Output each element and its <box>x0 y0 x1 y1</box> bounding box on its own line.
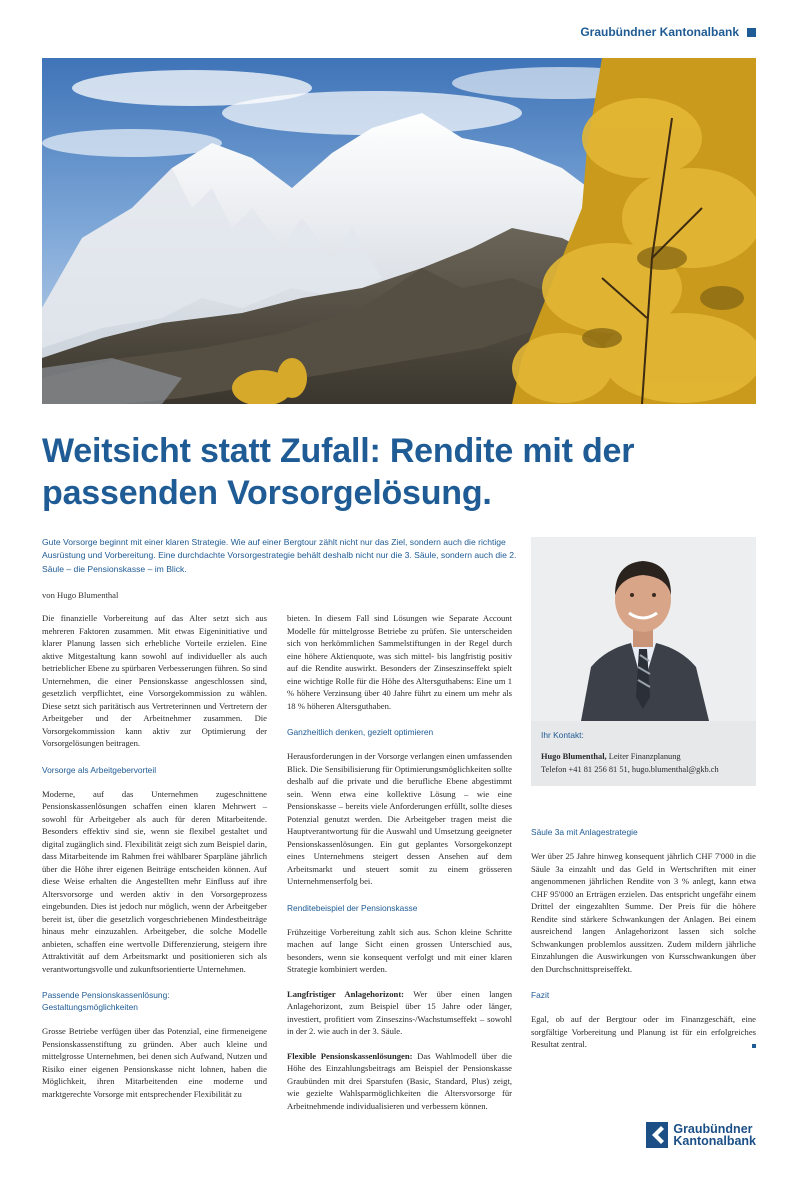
paragraph: Die finanzielle Vorbereitung auf das Alter setzt sich aus mehreren Faktoren zusammen. Mit etwas Eigeninitiative und klarer Planung lassen sich erhebliche Vorteile erzielen. Eine aktive Mitgestaltung kann sowohl auf individueller als auch betrieblicher Ebene zu spürbaren Verbesserungen führen. So sind Unternehmen, die einer Pensionskasse angeschlossen sind, gesetzlich verpflichtet, eine Vorsorgekommission zu wählen. Diese setzt sich paritätisch aus Vertreterinnen und Vertretern der Arbeitgeber und der Arbeitnehmer zusammen. Die Vorsorgekommission kann aktiv zur Optimierung der Vorsorgelösungen beitragen. <box>42 613 267 748</box>
hero-image <box>42 58 756 404</box>
section-heading-line-2: Gestaltungsmöglichkeiten <box>42 1002 138 1012</box>
contact-role: Leiter Finanzplanung <box>606 752 681 761</box>
contact-box <box>531 721 756 786</box>
brand-square-icon <box>747 28 756 37</box>
headline-line-2: passenden Vorsorgelösung. <box>42 474 492 512</box>
contact-phone: Telefon +41 81 256 81 51, hugo.blumenthal@gkb.ch <box>541 765 719 774</box>
section-heading: Renditebeispiel der Pensionskasse <box>287 902 418 913</box>
paragraph: Grosse Betriebe verfügen über das Potenzial, eine firmeneigene Pensionskassenstiftung zu gründen. Aber auch kleine und mittelgrosse Unternehmen, bei denen sich Aufwand, Nutzen und Risiko einer eigenen Pensionskasse nicht lohnen, haben die Möglichkeit, ihren Mitarbeitenden eine moderne und marktgerechte Vorsorge mit entsprechender Flexibilität zu <box>42 1026 267 1099</box>
logo-line-1: Graubündner <box>673 1121 753 1136</box>
headline-line-1: Weitsicht statt Zufall: Rendite mit der <box>42 432 635 470</box>
person-portrait-icon <box>531 537 756 721</box>
paragraph-text: Das Wahlmodell über die Höhe des Einzahlungsbeitrags am Beispiel der Pensionskasse Graubünden mit drei Sparstufen (Basic, Standard, Plus) zeigt, wie gezielte Wahlsparmöglichkeiten die Altersvorsorge für Arbeitnehmende individualisieren und verbessern können. <box>287 1050 512 1111</box>
brand-name: Graubündner Kantonalbank <box>580 25 739 39</box>
end-mark-icon <box>752 1044 756 1048</box>
column-2 <box>287 612 512 1124</box>
contact-title: Ihr Kontakt: <box>541 730 584 740</box>
paragraph <box>287 988 512 1038</box>
section-heading-line-1: Passende Pensionskassenlösung: <box>42 990 170 1000</box>
section-heading: Vorsorge als Arbeitgebervorteil <box>42 764 157 775</box>
paragraph-text: Wer über einen langen Anlagehorizont, zum Beispiel über 15 Jahre oder länger, investiert, profitiert vom Zinseszins-/Wachstumseffekt – sowohl in der 2. wie auch in der 3. Säule. <box>287 988 512 1036</box>
paragraph-text: Egal, ob auf der Bergtour oder im Finanzgeschäft, eine sorgfältige Vorbereitung und Planung ist für ein erfolgreiches Resultat zentral. <box>531 1014 756 1049</box>
paragraph-lead-in: Langfristiger Anlagehorizont: <box>287 988 405 999</box>
column-1 <box>42 612 267 1112</box>
gkb-logo-icon <box>646 1122 668 1148</box>
contact-name-line <box>541 750 746 763</box>
author-portrait <box>531 537 756 721</box>
paragraph: Herausforderungen in der Vorsorge verlangen einen umfassenden Blick. Die Sensibilisierung für Optimierungsmöglichkeiten sollte deshalb auf die private und die berufliche Ebene abgestimmt sein. Wenn etwa eine kollektive Lösung – wie eine Pensionskasse – bereits viele Anforderungen erfüllt, sollte dieses Potenzial genutzt werden. Die Arbeitgeber tragen meist die Hauptverantwortung für die Auswahl und Umsetzung geeigneter Pensionskassenlösungen. Ein gut geplantes Vorsorgekonzept eines Unternehmens steigert dessen Ansehen auf dem Arbeitsmarkt und steuert somit zu einem grösseren Unternehmenserfolg bei. <box>287 751 512 886</box>
column-3 <box>531 537 756 1063</box>
article-lead: Gute Vorsorge beginnt mit einer klaren Strategie. Wie auf einer Bergtour zählt nicht nur das Ziel, sondern auch die richtige Ausrüstung und Vorbereitung. Eine durchdachte Vorsorgestrategie behält deshalb nicht nur die 3. Säule, sondern auch die 2. Säule – die Pensionskasse – im Blick. <box>42 537 517 574</box>
section-heading: Säule 3a mit Anlagestrategie <box>531 827 638 837</box>
logo-wordmark <box>673 1123 756 1148</box>
byline: von Hugo Blumenthal <box>42 590 119 600</box>
paragraph: bieten. In diesem Fall sind Lösungen wie Separate Account Modelle für mittelgrosse Betriebe zu prüfen. Sie unterscheiden sich von herkömmlichen Sammelstiftungen in der Regel durch eine höhere Aktienquote, was sich mittel- bis langfristig positiv auf die Rendite auswirkt. Besonders der Zinseszinseffekt spielt eine wichtige Rolle für die Höhe des Altersguthabens: Eine um 1 % höhere Verzinsung über 40 Jahre führt zu einem um mehr als 18 % höheren Altersguthaben. <box>287 613 512 711</box>
section-heading: Ganzheitlich denken, gezielt optimieren <box>287 727 434 737</box>
paragraph: Frühzeitige Vorbereitung zahlt sich aus. Schon kleine Schritte machen auf lange Sicht einen grossen Unterschied aus, besonders, wenn sie konsequent verfolgt und mit einer klaren Strategie kombiniert werden. <box>287 926 512 974</box>
paragraph: Wer über 25 Jahre hinweg konsequent jährlich CHF 7'000 in die Säule 3a einzahlt und das Geld in Wertschriften mit einer angenommenen jährlichen Rendite von 3 % anlegt, kann etwa CHF 95'000 an Erträgen erzielen. Das entspricht ungefähr einem Drittel der eingezahlten Summe. Der Preis für die höhere Rendite sind stärkere Schwankungen der Anlagen. Bei einem ausreichend langen Anlagehorizont lassen sich solche Schwankungen problemlos aussitzen. Zudem mildern jährliche Einzahlungen die Auswirkungen von Kursschwankungen über den Durchschnittspreiseffekt. <box>531 851 756 974</box>
logo-line-2: Kantonalbank <box>673 1134 756 1148</box>
paragraph <box>287 1050 512 1113</box>
paragraph: Moderne, auf das Unternehmen zugeschnittene Pensionskassenlösungen schaffen einen klaren Mehrwert – sowohl für Arbeitgeber als auch für deren Mitarbeitende. Besonders effektiv sind sie, wenn sie flexibel gestaltet und digital zugänglich sind. Flexibilität zeigt sich zum Beispiel darin, dass Mitarbeitende im Rahmen frei wählbarer Sparpläne jährlich über die Höhe ihrer eigenen Beiträge entscheiden können. Auf diese Weise erhalten die Angestellten mehr Einfluss auf ihre Altersvorsorge und werden aktiv in den Vorsorgeprozess eingebunden. Dies ist jedoch nur möglich, wenn der Arbeitgeber bereit ist, über die gesetzlich vorgeschriebenen Mindestbeiträge hinaus mehr einzuzahlen. Arbeitgeber, die solche Modelle anbieten, schaffen eine wertvolle Differenzierung, steigern ihre Attraktivität auf dem Arbeitsmarkt und positionieren sich als verantwortungsvolle und zukunftsorientierte Unternehmen. <box>42 788 267 974</box>
mountain-landscape-photo-icon <box>42 58 756 404</box>
brand-header <box>580 25 756 39</box>
paragraph-lead-in: Flexible Pensionskassenlösungen: <box>287 1050 413 1061</box>
contact-name: Hugo Blumenthal, <box>541 752 607 761</box>
section-heading <box>42 989 267 1013</box>
paragraph <box>531 1013 756 1051</box>
footer-logo <box>646 1122 756 1148</box>
article-headline <box>42 430 756 514</box>
section-heading: Fazit <box>531 990 550 1000</box>
